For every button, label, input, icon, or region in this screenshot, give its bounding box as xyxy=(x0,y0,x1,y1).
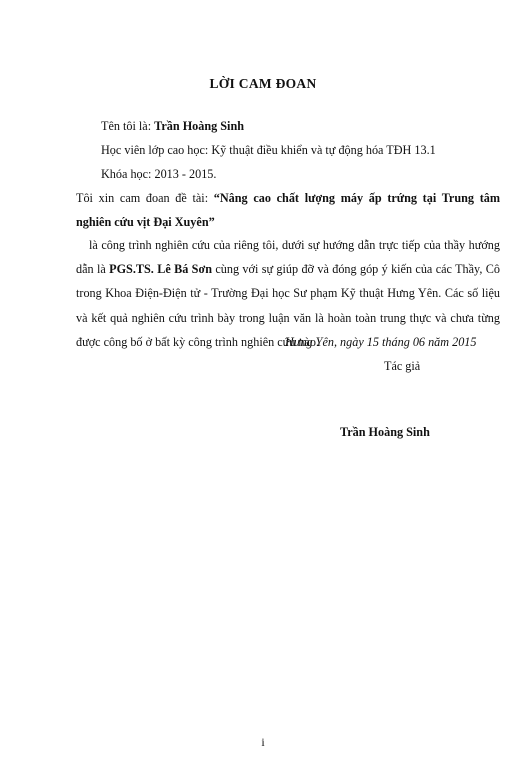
author-name: Trần Hoàng Sinh xyxy=(154,119,244,133)
advisor-name: PGS.TS. Lê Bá Sơn xyxy=(109,262,212,277)
signature-name: Trần Hoàng Sinh xyxy=(340,425,430,439)
topic-line-1 xyxy=(76,190,500,206)
author-role: Tác giả xyxy=(384,359,421,373)
date-line: Hưng Yên, ngày 15 tháng 06 năm 2015 xyxy=(285,335,477,349)
topic-prefix: Tôi xin cam đoan đề tài: xyxy=(76,191,214,205)
name-label: Tên tôi là: xyxy=(101,119,155,133)
name-line xyxy=(101,118,244,134)
topic-title-part-1: “Nâng cao chất lượng máy ấp trứng tại Trung tâm xyxy=(213,191,500,205)
class-line: Học viên lớp cao học: Kỹ thuật điều khiển và tự động hóa TĐH 13.1 xyxy=(101,143,436,157)
topic-title-part-2: nghiên cứu vịt Đại Xuyên” xyxy=(76,215,215,229)
page-number: i xyxy=(261,735,265,749)
body-text-part-1: là công trình nghiên cứu của riêng tôi, dưới sự hướng dẫn trực tiếp của thầy hướng dẫn là xyxy=(76,238,500,277)
page-title: LỜI CAM ĐOAN xyxy=(209,76,317,91)
course-line: Khóa học: 2013 - 2015. xyxy=(101,167,217,181)
body-text-part-2: cùng với sự giúp đỡ và đóng góp ý kiến của các Thầy, Cô trong Khoa Điện-Điện tử - Trường Đại học Sư phạm Kỹ thuật Hưng Yên. Các số liệu và kết quả nghiên cứu trình bày trong luận văn là hoàn toàn trung thực và chưa từng được công bố ở bất kỳ công trình nghiên cứu nào. xyxy=(76,262,500,349)
topic-line-2 xyxy=(76,214,500,230)
